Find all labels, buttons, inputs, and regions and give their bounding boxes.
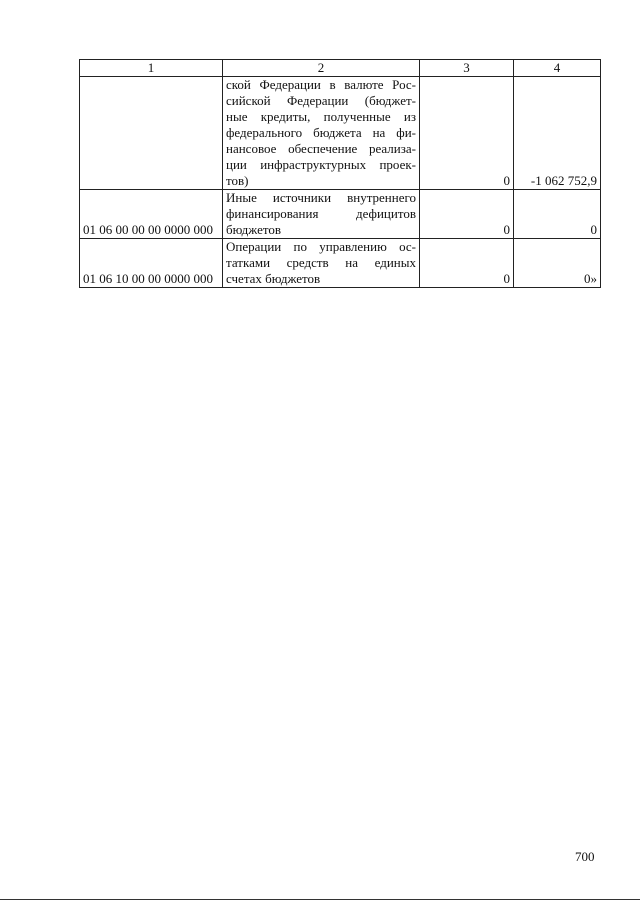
row-name [223,77,420,190]
column-header-3: 3 [420,60,514,77]
row-code: 01 06 10 00 00 0000 000 [80,239,223,288]
table-row [80,77,601,190]
row-name-line: ные кредиты, полученные из [226,109,416,124]
row-name-line: нансовое обеспечение реализа- [226,141,416,156]
page-number: 700 [575,849,595,864]
row-name-line: татками средств на единых [226,255,416,270]
row-value-col4: 0 [514,190,601,239]
column-header-2: 2 [223,60,420,77]
row-name-line: ции инфраструктурных проек- [226,157,416,172]
row-name-line: Операции по управлению ос- [226,239,416,254]
column-header-4: 4 [514,60,601,77]
row-value-col3: 0 [420,239,514,288]
budget-sources-table [79,59,601,288]
table-row [80,239,601,288]
row-value-col3: 0 [420,190,514,239]
row-name-line: тов) [226,173,249,188]
row-name-line: федерального бюджета на фи- [226,125,416,140]
row-name [223,190,420,239]
row-name-line: ской Федерации в валюте Рос- [226,77,416,92]
row-value-col4: -1 062 752,9 [514,77,601,190]
row-name [223,239,420,288]
table-header-row [80,60,601,77]
row-value-col4: 0» [514,239,601,288]
page-bottom-rule [0,899,640,900]
row-name-line: бюджетов [226,222,282,237]
row-value-col3: 0 [420,77,514,190]
row-name-line: счетах бюджетов [226,271,321,286]
table-row [80,190,601,239]
row-name-line: Иные источники внутреннего [226,190,416,205]
row-code: 01 06 00 00 00 0000 000 [80,190,223,239]
row-name-line: сийской Федерации (бюджет- [226,93,416,108]
column-header-1: 1 [80,60,223,77]
row-name-line: финансирования дефицитов [226,206,416,221]
row-code [80,77,223,190]
